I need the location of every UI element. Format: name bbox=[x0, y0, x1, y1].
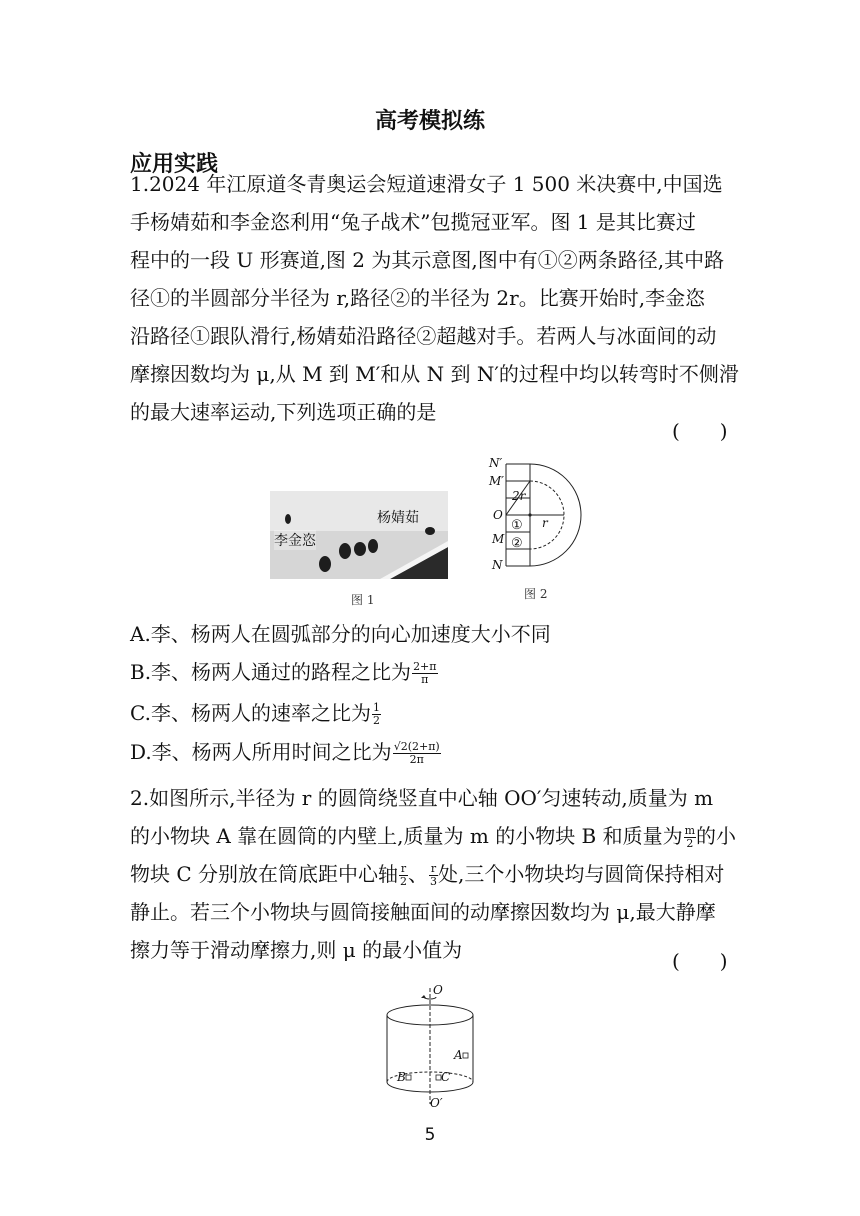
label-block-b: B bbox=[397, 1070, 406, 1084]
label-yang: 杨婧茹 bbox=[377, 510, 419, 526]
label-2r: 2r bbox=[512, 489, 526, 503]
label-o: O bbox=[493, 508, 503, 522]
label-m-prime: M′ bbox=[489, 474, 505, 488]
q2-answer-bracket: ( ) bbox=[672, 949, 728, 973]
q2-line: 擦力等于滑动摩擦力,则 μ 的最小值为 bbox=[130, 938, 463, 962]
option-b: B.李、杨两人通过的路程之比为 $\frac{2+\pi}{\pi}$ bbox=[130, 660, 437, 686]
option-d: D.李、杨两人所用时间之比为 $\frac{√2(2+\pi)}{2\pi}$ bbox=[130, 740, 440, 766]
figure-2-diagram bbox=[488, 458, 588, 570]
q1-answer-bracket: ( ) bbox=[672, 419, 728, 443]
figure-1-caption: 图 1 bbox=[351, 593, 375, 607]
label-path-1: ① bbox=[511, 518, 523, 533]
q2-line: 2.如图所示,半径为 r 的圆筒绕竖直中心轴 OO′匀速转动,质量为 m bbox=[130, 786, 714, 810]
label-axis-o: O bbox=[433, 983, 443, 997]
label-m: M bbox=[492, 532, 505, 546]
option-a: A.李、杨两人在圆弧部分的向心加速度大小不同 bbox=[130, 622, 551, 646]
label-axis-o-prime: O′ bbox=[430, 1096, 443, 1110]
section-heading: 应用实践 bbox=[130, 151, 219, 177]
label-block-c: C bbox=[441, 1070, 451, 1084]
label-block-a: A bbox=[454, 1048, 463, 1062]
option-c: C.李、杨两人的速率之比为 $\frac{1}{2}$ bbox=[130, 701, 380, 727]
figure-2-caption: 图 2 bbox=[524, 587, 548, 601]
fraction: $\frac{√2(2+\pi)}{2\pi}$ bbox=[393, 740, 440, 766]
question-2-stem bbox=[130, 779, 737, 969]
q1-line: 沿路径①跟队滑行,杨婧茹沿路径②超越对手。若两人与冰面间的动 bbox=[130, 324, 717, 348]
fraction: $\frac{r}{3}$ bbox=[430, 862, 438, 888]
fraction: $\frac{r}{2}$ bbox=[400, 862, 408, 888]
q2-line: 物块 C 分别放在筒底距中心轴 $\frac{r}{2}$ 、 $\frac{r}{3}$ 处,三个小物块均与圆筒保持相对 bbox=[130, 862, 725, 888]
fraction: $\frac{2+\pi}{\pi}$ bbox=[413, 660, 437, 686]
q1-line: 摩擦因数均为 μ,从 M 到 M′和从 N 到 N′的过程中均以转弯时不侧滑 bbox=[130, 362, 739, 386]
q1-line: 的最大速率运动,下列选项正确的是 bbox=[130, 400, 437, 424]
label-path-2: ② bbox=[511, 536, 523, 551]
q1-line: 程中的一段 U 形赛道,图 2 为其示意图,图中有①②两条路径,其中路 bbox=[130, 248, 725, 272]
page-title: 高考模拟练 bbox=[374, 108, 485, 134]
q2-line: 静止。若三个小物块与圆筒接触面间的动摩擦因数均为 μ,最大静摩 bbox=[130, 900, 716, 924]
question-1-stem bbox=[130, 165, 739, 431]
q1-line: 1.2024 年江原道冬青奥运会短道速滑女子 1 500 米决赛中,中国选 bbox=[130, 172, 723, 196]
label-n: N bbox=[492, 558, 503, 572]
fraction: $\frac{1}{2}$ bbox=[372, 701, 380, 727]
label-li: 李金恣 bbox=[274, 530, 316, 550]
cylinder-figure bbox=[380, 982, 480, 1112]
cylinder-diagram bbox=[380, 982, 480, 1112]
page-number: 5 bbox=[424, 1125, 436, 1145]
fraction: $\frac{m}{2}$ bbox=[684, 824, 696, 850]
q1-line: 径①的半圆部分半径为 r,路径②的半径为 2r。比赛开始时,李金恣 bbox=[130, 286, 706, 310]
figure-1-photo bbox=[270, 491, 448, 579]
label-n-prime: N′ bbox=[489, 456, 503, 470]
q2-line: 的小物块 A 靠在圆筒的内壁上,质量为 m 的小物块 B 和质量为 $\frac{m}{2}$ 的小 bbox=[130, 824, 737, 850]
q1-line: 手杨婧茹和李金恣利用“兔子战术”包揽冠亚军。图 1 是其比赛过 bbox=[130, 210, 696, 234]
label-r: r bbox=[542, 516, 548, 530]
